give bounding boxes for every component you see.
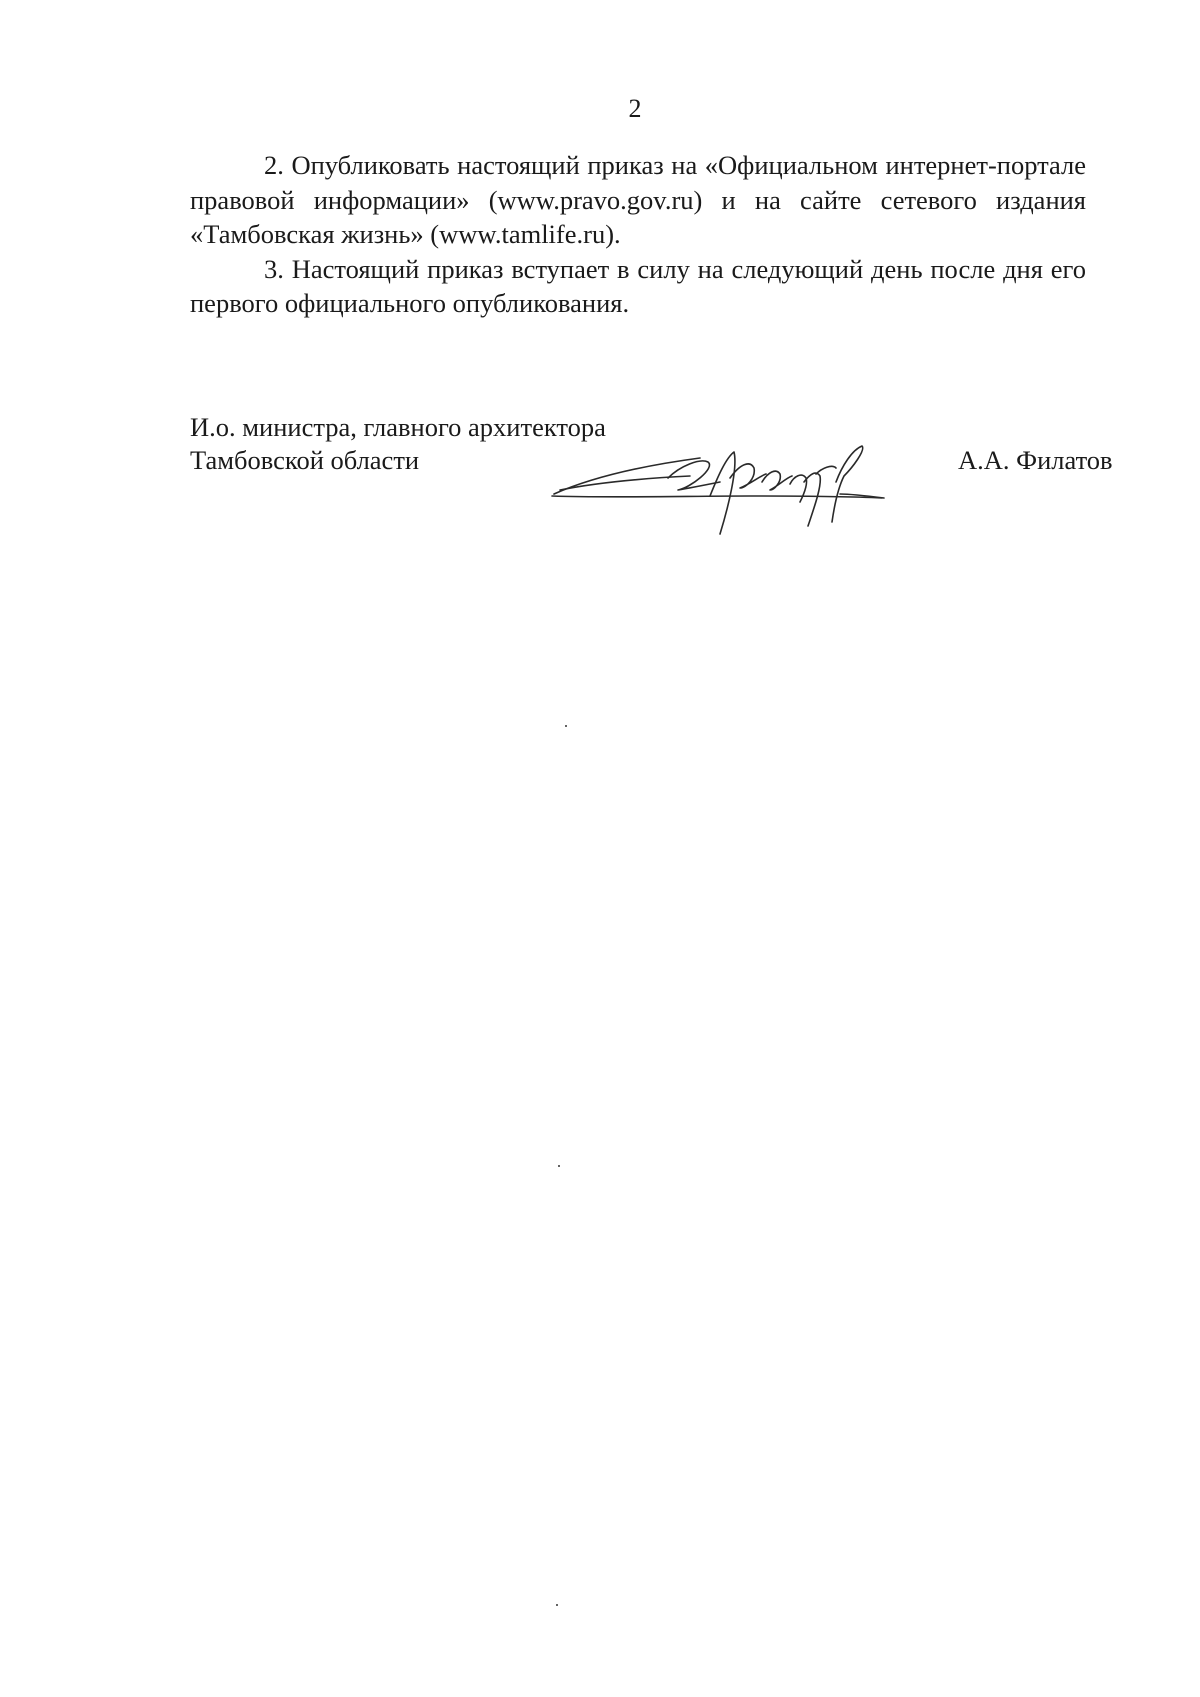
page-number: 2	[628, 94, 642, 123]
document-body	[190, 148, 1086, 321]
signatory-name: А.А. Филатов	[958, 445, 1113, 475]
paragraph-publication: 2. Опубликовать настоящий приказ на «Официальном интернет-портале правовой информации» (www.pravo.gov.ru) и на сайте сетевого издания «Тамбовская жизнь» (www.tamlife.ru).	[190, 150, 1086, 249]
signatory-title-line-1: И.о. министра, главного архитектора	[190, 412, 606, 442]
signatory-title	[190, 411, 606, 477]
handwritten-signature-icon	[550, 438, 890, 538]
scan-speck	[556, 1604, 558, 1606]
paragraph-effective-date: 3. Настоящий приказ вступает в силу на следующий день после дня его первого официального опубликования.	[190, 253, 1086, 318]
scan-speck	[565, 725, 567, 727]
signatory-title-line-2: Тамбовской области	[190, 445, 420, 475]
scan-speck	[558, 1165, 560, 1167]
